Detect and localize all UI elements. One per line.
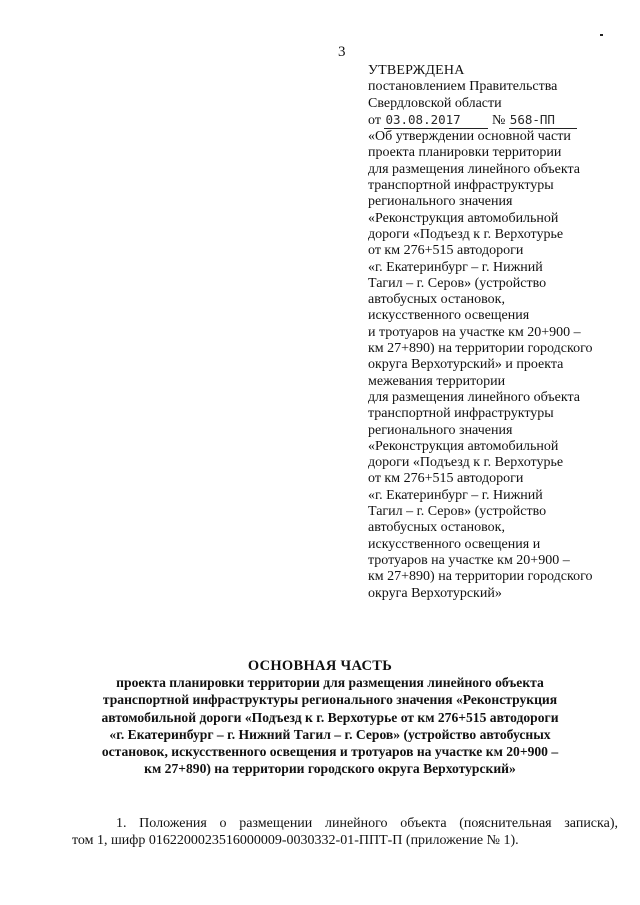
decree-title-line: для размещения линейного объекта [368, 161, 580, 177]
decree-title [368, 129, 628, 602]
decree-title-line: транспортной инфраструктуры [368, 406, 554, 422]
approval-block [368, 63, 628, 602]
section-subtitle-line: транспортной инфраструктуры регионального значения «Реконструкция [102, 692, 558, 708]
decree-title-line: межевания территории [368, 373, 506, 389]
list-item-line: 1. Положения о размещении линейного объекта (пояснительная записка), [116, 816, 618, 831]
approval-line: Свердловской области [368, 95, 502, 111]
date-number-row [368, 112, 628, 129]
section-subtitle-line: «г. Екатеринбург – г. Нижний Тагил – г. Серов» (устройство автобусных [109, 726, 551, 742]
decree-title-line: тротуаров на участке км 20+900 – [368, 552, 570, 568]
decree-title-line: дороги «Подъезд к г. Верхотурье [368, 226, 564, 242]
decree-title-line: км 27+890) на территории городского [368, 569, 593, 585]
section-subtitle-line: км 27+890) на территории городского округа Верхотурский» [144, 761, 516, 777]
decree-title-line: регионального значения [368, 194, 513, 210]
decree-title-line: округа Верхотурский» и проекта [368, 357, 564, 373]
decree-title-line: дороги «Подъезд к г. Верхотурье [368, 455, 564, 471]
decree-title-line: автобусных остановок, [368, 292, 505, 308]
list-item [72, 815, 618, 849]
section-title: ОСНОВНАЯ ЧАСТЬ [247, 658, 393, 674]
decree-title-line: «г. Екатеринбург – г. Нижний [368, 487, 543, 503]
decree-title-line: «Об утверждении основной части [368, 129, 571, 145]
approval-line: постановлением Правительства [368, 79, 558, 95]
section-subtitle-line: автомобильной дороги «Подъезд к г. Верхотурье от км 276+515 автодороги [101, 709, 559, 725]
date-prefix: от [368, 112, 381, 128]
decree-title-line: автобусных остановок, [368, 520, 505, 536]
list-item-line: том 1, шифр 0162200023516000009-0030332-01-ППТ-П (приложение № 1). [72, 833, 519, 848]
decree-title-line: «Реконструкция автомобильной [368, 210, 559, 226]
decree-title-line: км 27+890) на территории городского [368, 341, 593, 357]
decree-title-line: от км 276+515 автодороги [368, 471, 524, 487]
approval-heading: УТВЕРЖДЕНА [368, 63, 465, 78]
decree-title-line: округа Верхотурский» [368, 585, 502, 601]
number-prefix: № [491, 112, 506, 128]
decree-title-line: и тротуаров на участке км 20+900 – [368, 324, 581, 340]
decree-title-line: от км 276+515 автодороги [368, 243, 524, 259]
page-number: 3 [338, 44, 346, 60]
decree-title-line: для размещения линейного объекта [368, 389, 580, 405]
section-subtitle [80, 674, 580, 778]
decree-number: 568-ПП [509, 112, 577, 129]
decree-title-line: искусственного освещения и [368, 536, 541, 552]
decree-date: 03.08.2017 [384, 112, 488, 129]
decree-title-line: транспортной инфраструктуры [368, 178, 554, 194]
decree-title-line: «Реконструкция автомобильной [368, 438, 559, 454]
section-subtitle-line: проекта планировки территории для размещения линейного объекта [116, 675, 544, 690]
decree-title-line: искусственного освещения [368, 308, 530, 324]
decree-title-line: Тагил – г. Серов» (устройство [368, 504, 547, 520]
decree-title-line: Тагил – г. Серов» (устройство [368, 275, 547, 291]
section-subtitle-line: остановок, искусственного освещения и тротуаров на участке км 20+900 – [101, 744, 559, 760]
scan-mark [600, 34, 603, 36]
decree-title-line: «г. Екатеринбург – г. Нижний [368, 259, 543, 275]
decree-title-line: регионального значения [368, 422, 513, 438]
decree-title-line: проекта планировки территории [368, 145, 562, 161]
